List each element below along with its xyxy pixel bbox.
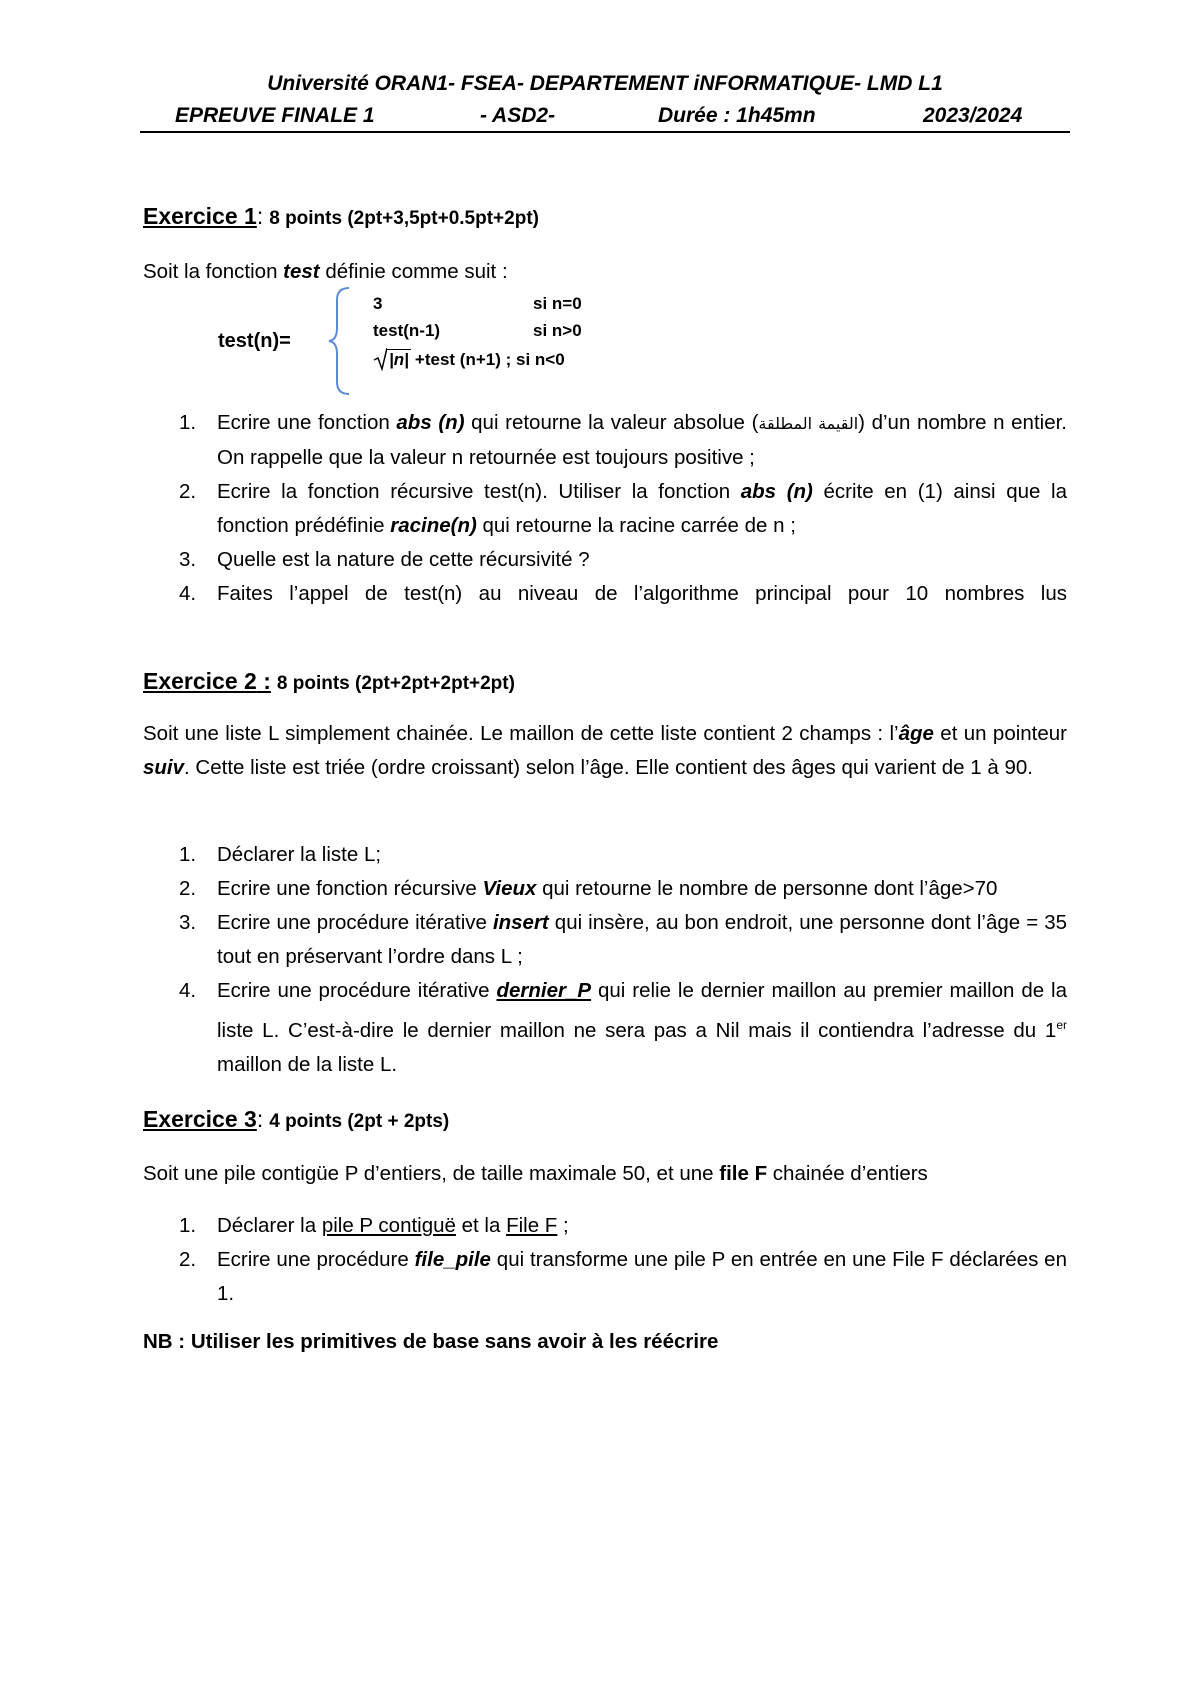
exercise-2-questions	[143, 838, 1067, 1082]
exam-duration: Durée : 1h45mn	[658, 104, 816, 127]
exercise-1-question-1: 1. Ecrire une fonction abs (n) qui retourne la valeur absolue (القيمة المطلقة) d’un nombre n entier. On rappelle que la valeur n retournée est toujours positive ;	[179, 411, 1067, 469]
university-header: Université ORAN1- FSEA- DEPARTEMENT iNFORMATIQUE- LMD L1	[267, 72, 943, 95]
exercise-3-points: 4 points (2pt + 2pts)	[269, 1111, 450, 1132]
exercise-1-title: Exercice 1: 8 points (2pt+3,5pt+0.5pt+2pt)	[143, 203, 539, 229]
nota-bene: NB : Utiliser les primitives de base sans avoir à les réécrire	[143, 1330, 719, 1353]
exam-name: EPREUVE FINALE 1	[175, 104, 375, 127]
exercise-3-intro: Soit une pile contigüe P d’entiers, de taille maximale 50, et une file F chainée d’entiers	[143, 1162, 928, 1185]
exercise-2-question-2: 2. Ecrire une fonction récursive Vieux qui retourne le nombre de personne dont l’âge>70	[179, 877, 998, 900]
exercise-1-question-2: 2. Ecrire la fonction récursive test(n). Utiliser la fonction abs (n) écrite en (1) ainsi que la fonction prédéfinie racine(n) qui retourne la racine carrée de n ;	[179, 480, 1067, 537]
exercise-1-question-3: 3. Quelle est la nature de cette récursivité ?	[179, 548, 590, 571]
curly-brace-icon	[327, 286, 367, 396]
exercise-3-questions	[143, 1209, 1067, 1311]
exercise-2-points: 8 points (2pt+2pt+2pt+2pt)	[276, 673, 515, 694]
exercise-2-question-4: 4. Ecrire une procédure itérative dernier_P qui relie le dernier maillon au premier maillon de la liste L. C’est-à-dire le dernier maillon ne sera pas a Nil mais il contiendra l’adresse du 1er maillon de la liste L.	[179, 979, 1067, 1076]
exercise-2-title: Exercice 2 : 8 points (2pt+2pt+2pt+2pt)	[143, 668, 515, 694]
module-name: - ASD2-	[480, 104, 556, 127]
case-2-expression: test(n-1)	[373, 321, 441, 340]
exercise-3-question-1: 1. Déclarer la pile P contiguë et la File F ;	[179, 1214, 569, 1237]
case-1-condition: si n=0	[533, 294, 582, 313]
square-root-icon: |n|	[373, 349, 411, 370]
exercise-3-question-2: 2. Ecrire une procédure file_pile qui transforme une pile P en entrée en une File F déclarées en 1.	[179, 1248, 1067, 1305]
exercise-2-intro: Soit une liste L simplement chainée. Le maillon de cette liste contient 2 champs : l’âge et un pointeur suiv. Cette liste est triée (ordre croissant) selon l’âge. Elle contient des âges qui varient de 1 à 90.	[143, 722, 1068, 779]
exam-info-line	[140, 104, 1070, 130]
exercise-3-title: Exercice 3: 4 points (2pt + 2pts)	[143, 1106, 450, 1132]
case-1-expression: 3	[373, 294, 383, 313]
function-label: test(n)=	[218, 330, 291, 352]
exercise-2-question-1: 1. Déclarer la liste L;	[179, 843, 382, 866]
exercise-2-question-3: 3. Ecrire une procédure itérative insert qui insère, au bon endroit, une personne dont l’âge = 35 tout en préservant l’ordre dans L ;	[179, 911, 1068, 968]
academic-year: 2023/2024	[923, 104, 1023, 127]
case-3-expression: |n| +test (n+1) ; si n<0	[373, 349, 565, 370]
exercise-1-questions	[143, 406, 1067, 611]
case-2-condition: si n>0	[533, 321, 582, 340]
exercise-1-points: 8 points (2pt+3,5pt+0.5pt+2pt)	[269, 208, 539, 229]
exercise-1-question-4: 4. Faites l’appel de test(n) au niveau de l’algorithme principal pour 10 nombres lus	[179, 582, 1067, 605]
exercise-1-intro: Soit la fonction test définie comme suit :	[143, 260, 508, 283]
header-divider	[140, 131, 1070, 133]
